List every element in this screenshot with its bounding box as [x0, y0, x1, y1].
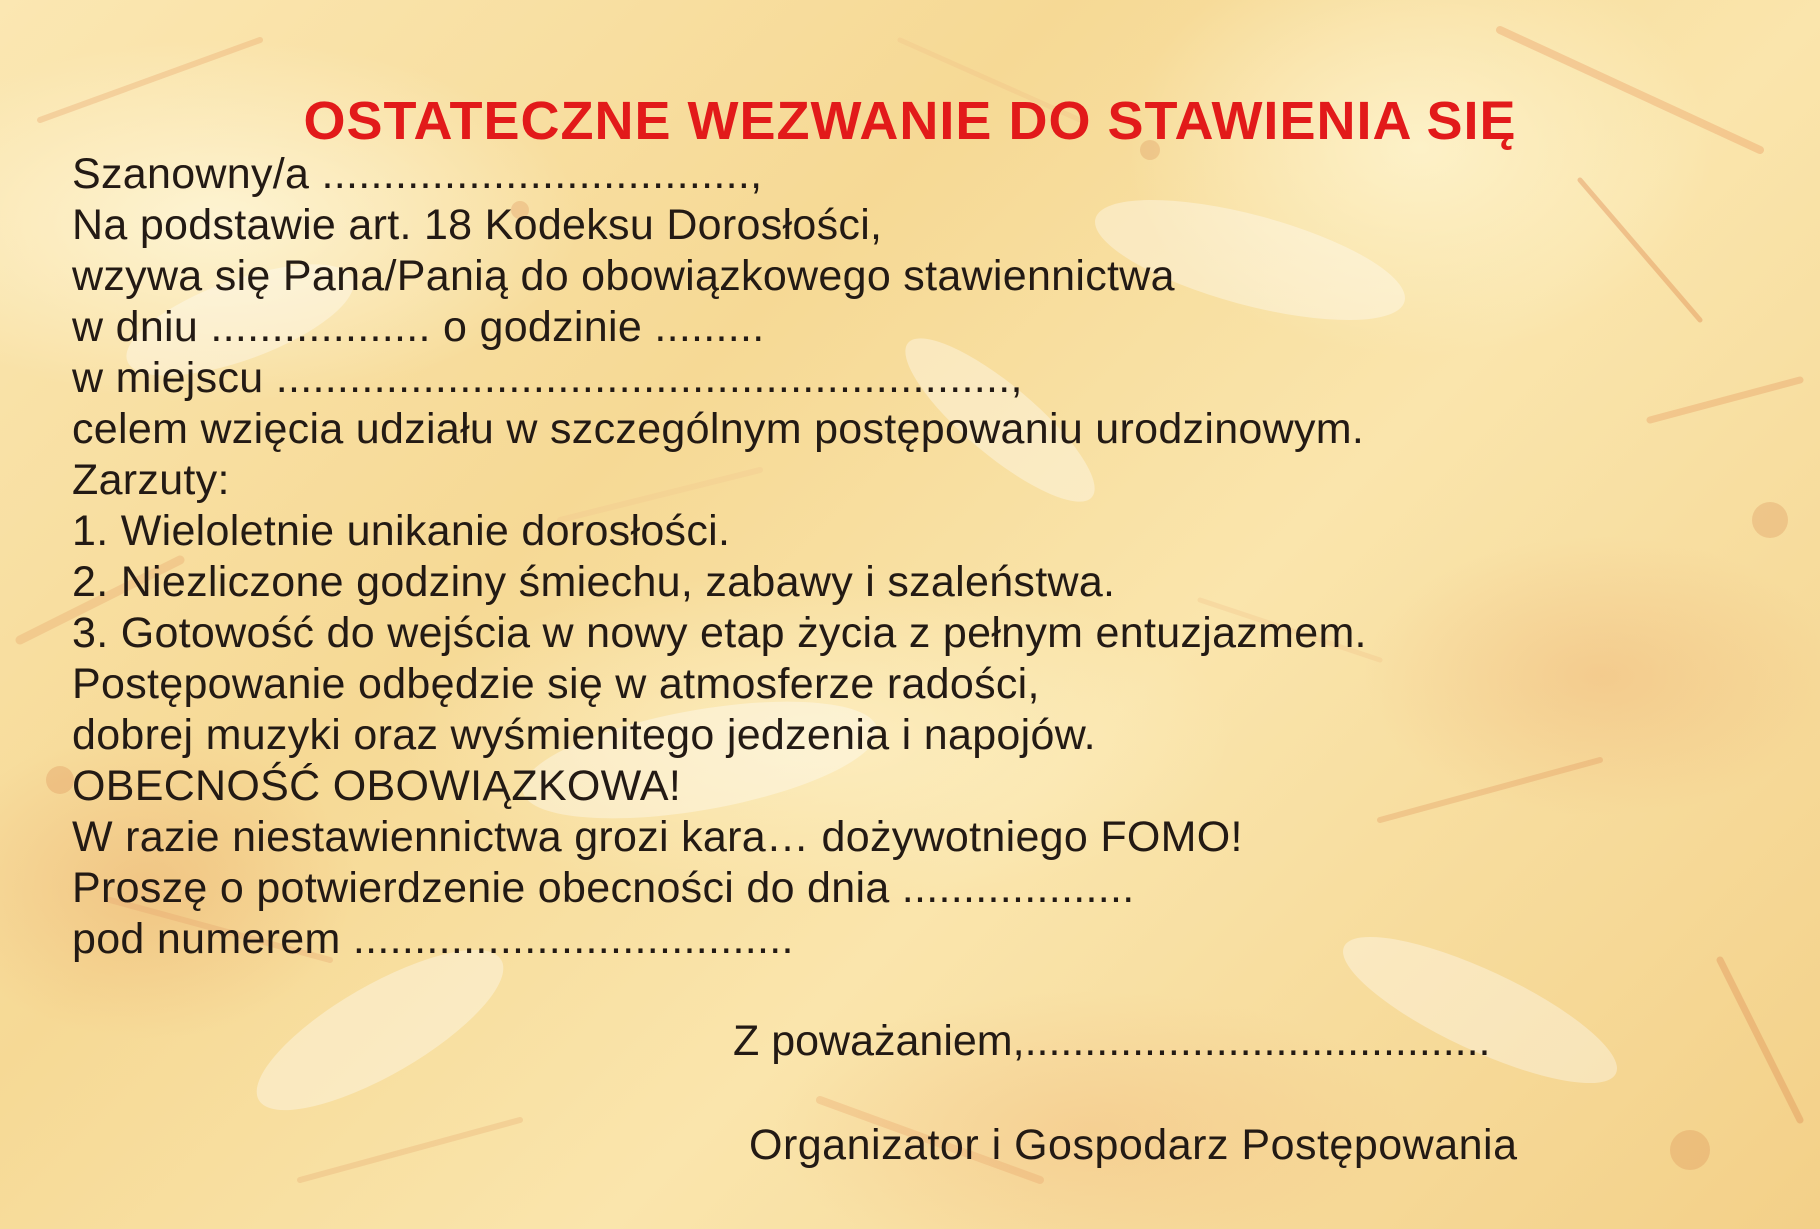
legal-basis-line: Na podstawie art. 18 Kodeksu Dorosłości, — [72, 201, 883, 249]
document-title: OSTATECZNE WEZWANIE DO STAWIENIA SIĘ — [303, 91, 1517, 152]
atmosphere-line: Postępowanie odbędzie się w atmosferze radości, — [72, 660, 1040, 708]
atmosphere-line: dobrej muzyki oraz wyśmienitego jedzenia i napojów. — [72, 711, 1096, 759]
summons-body — [72, 149, 1802, 965]
attendance-mandatory-line: OBECNOŚĆ OBOWIĄZKOWA! — [72, 762, 682, 810]
charges-heading: Zarzuty: — [72, 456, 230, 504]
charge-item: 2. Niezliczone godziny śmiechu, zabawy i szaleństwa. — [72, 558, 1116, 606]
summons-line: wzywa się Pana/Panią do obowiązkowego stawiennictwa — [72, 252, 1175, 300]
rsvp-date-line: Proszę o potwierdzenie obecności do dnia ................... — [72, 864, 1135, 912]
signature-line: Organizator i Gospodarz Postępowania — [749, 1121, 1518, 1169]
charge-item: 3. Gotowość do wejścia w nowy etap życia z pełnym entuzjazmem. — [72, 609, 1367, 657]
rsvp-phone-line: pod numerem .................................... — [72, 915, 794, 963]
greeting-line: Szanowny/a ..................................., — [72, 150, 763, 198]
date-time-line: w dniu .................. o godzinie ......... — [72, 303, 765, 351]
closing-line: Z poważaniem,....................................... — [733, 1017, 1491, 1065]
purpose-line: celem wzięcia udziału w szczególnym postępowaniu urodzinowym. — [72, 405, 1365, 453]
place-line: w miejscu ............................................................, — [72, 354, 1023, 402]
charge-item: 1. Wieloletnie unikanie dorosłości. — [72, 507, 731, 555]
penalty-line: W razie niestawiennictwa grozi kara… dożywotniego FOMO! — [72, 813, 1243, 861]
